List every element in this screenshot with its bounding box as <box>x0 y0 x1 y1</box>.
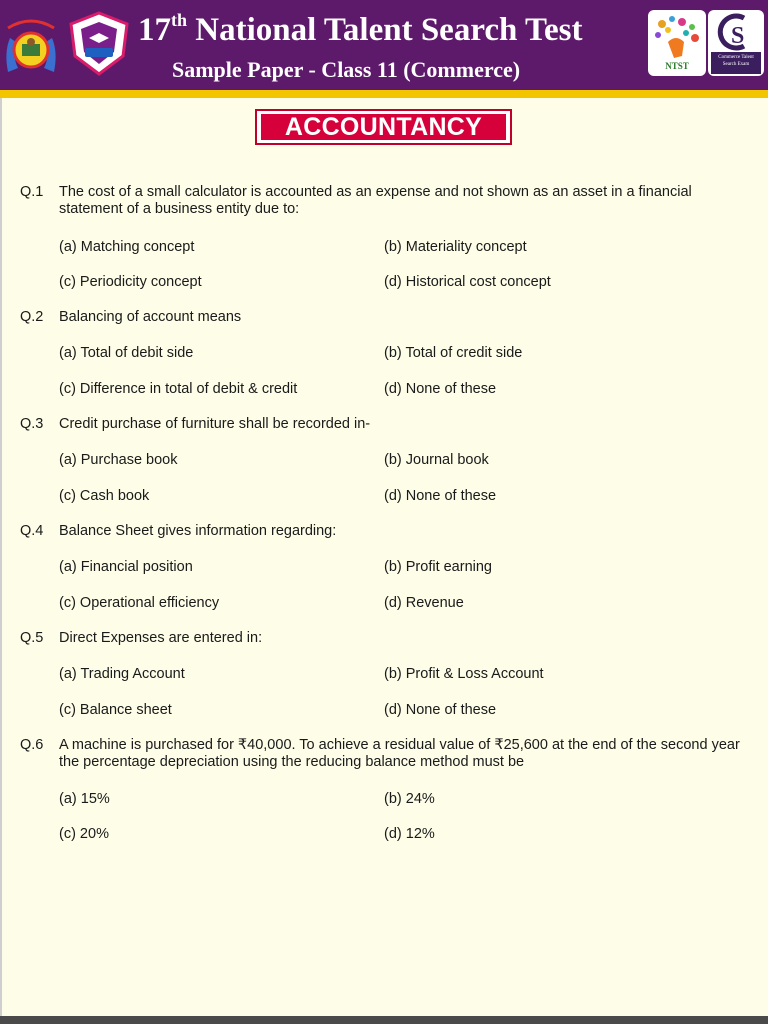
option-b: (b) Profit & Loss Account <box>384 666 544 682</box>
option-b: (b) 24% <box>384 791 435 807</box>
option-a: (a) 15% <box>59 791 110 807</box>
cs-logo-caption: Commerce Talent Search Exam <box>711 52 761 74</box>
kes-logo <box>66 10 132 78</box>
subject-heading-box <box>255 109 512 145</box>
option-c: (c) Cash book <box>59 488 150 504</box>
option-d: (d) None of these <box>384 702 497 718</box>
question-text: Balancing of account means <box>59 309 242 325</box>
option-a: (a) Trading Account <box>59 666 185 682</box>
option-a: (a) Purchase book <box>59 452 178 468</box>
question-text: A machine is purchased for ₹40,000. To achieve a residual value of ₹25,600 at the end of the second year the percentage depreciation using the reducing balance method must be <box>59 737 740 770</box>
cs-logo <box>708 10 764 76</box>
option-b: (b) Total of credit side <box>384 345 523 361</box>
option-d: (d) Historical cost concept <box>384 274 551 290</box>
option-a: (a) Total of debit side <box>59 345 194 361</box>
question-number: Q.1 <box>20 184 44 200</box>
option-c: (c) Balance sheet <box>59 702 172 718</box>
option-d: (d) None of these <box>384 488 497 504</box>
option-b: (b) Journal book <box>384 452 489 468</box>
question-text: Balance Sheet gives information regarding: <box>59 523 337 539</box>
option-d: (d) Revenue <box>384 595 464 611</box>
question-text: Direct Expenses are entered in: <box>59 630 263 646</box>
ntst-logo <box>648 10 706 76</box>
option-a: (a) Matching concept <box>59 239 195 255</box>
question-text: The cost of a small calculator is accounted as an expense and not shown as an asset in a financial statement of a business entity due to: <box>59 184 692 217</box>
option-c: (c) Periodicity concept <box>59 274 202 290</box>
option-b: (b) Profit earning <box>384 559 492 575</box>
bottom-bar <box>0 1016 768 1024</box>
title-superscript: th <box>171 10 188 30</box>
option-c: (c) Operational efficiency <box>59 595 220 611</box>
question-number: Q.3 <box>20 416 44 432</box>
option-b: (b) Materiality concept <box>384 239 527 255</box>
option-c: (c) 20% <box>59 826 109 842</box>
ntst-logo-label: NTST <box>665 61 689 71</box>
question-text: Credit purchase of furniture shall be recorded in- <box>59 416 371 432</box>
question-number: Q.4 <box>20 523 44 539</box>
header-stripe <box>0 90 768 98</box>
page-title: 17th National Talent Search Test <box>138 10 583 48</box>
svg-text:S: S <box>731 23 745 49</box>
option-d: (d) 12% <box>384 826 435 842</box>
option-a: (a) Financial position <box>59 559 193 575</box>
left-margin-rule <box>0 98 2 1016</box>
option-c: (c) Difference in total of debit & credit <box>59 381 298 397</box>
page-subtitle: Sample Paper - Class 11 (Commerce) <box>172 57 521 82</box>
subject-heading: ACCOUNTANCY <box>261 114 506 140</box>
teacher-logo <box>2 12 60 78</box>
question-number: Q.5 <box>20 630 44 646</box>
question-number: Q.6 <box>20 737 44 753</box>
question-number: Q.2 <box>20 309 44 325</box>
option-d: (d) None of these <box>384 381 497 397</box>
